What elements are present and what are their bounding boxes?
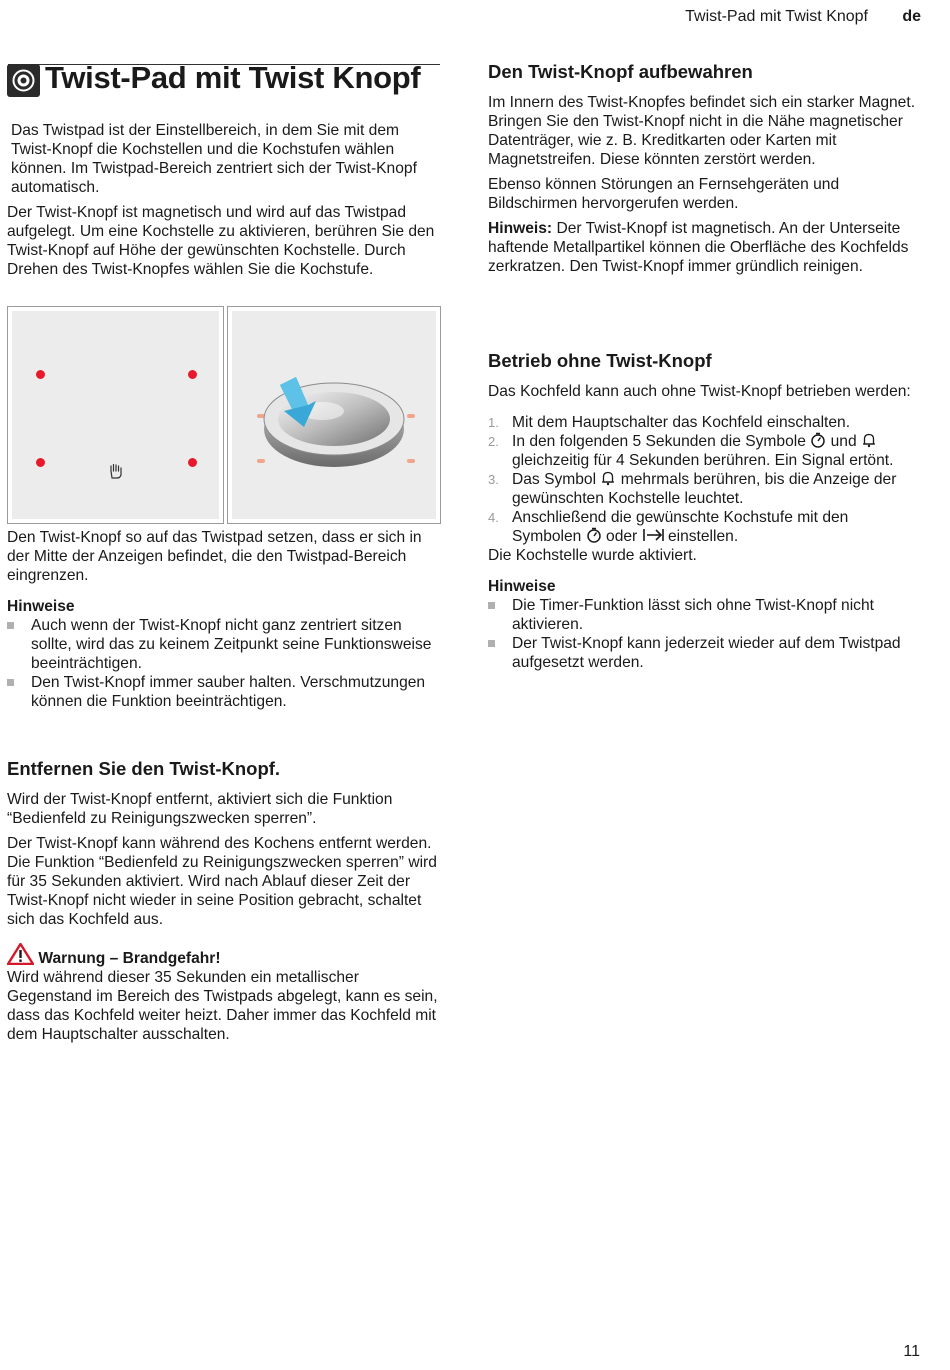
step-item	[488, 432, 918, 470]
hint-text: Der Twist-Knopf ist magnetisch. An der Unterseite haftende Metallpartikel können die Oberfläche des Kochfelds zerkratzen. Den Twist-Knopf immer gründlich reinigen.	[488, 220, 909, 275]
timer-icon	[586, 527, 602, 543]
note-text: Der Twist-Knopf kann jederzeit wieder auf dem Twistpad aufgesetzt werden.	[512, 635, 901, 671]
remove-paragraph-2: Der Twist-Knopf kann während des Kochens entfernt werden. Die Funktion “Bedienfeld zu Reinigungszwecken sperren” wird für 35 Sekunden aktiviert. Wird nach Ablauf dieser Zeit der Twist-Knopf nicht wieder in seine Position gebracht, schaltet sich das Kochfeld aus.	[7, 835, 437, 928]
step-item	[488, 470, 918, 508]
twist-knob-icon	[7, 64, 40, 97]
step-text: Mit dem Hauptschalter das Kochfeld einschalten.	[512, 414, 851, 431]
without-knob-paragraph: Das Kochfeld kann auch ohne Twist-Knopf betrieben werden:	[488, 383, 911, 400]
warning-block	[7, 943, 439, 1044]
result-text: Die Kochstelle wurde aktiviert.	[488, 547, 697, 564]
notes-list	[488, 596, 918, 672]
step-text: Anschließend die gewünschte Kochstufe mit den Symbolen	[512, 509, 849, 545]
remove-section	[7, 758, 439, 1050]
twistpad-indicator	[36, 458, 45, 467]
note-text: Auch wenn der Twist-Knopf nicht ganz zentriert sitzen sollte, wird das zu keinem Zeitpunkt seine Funktionsweise beeinträchtigen.	[31, 617, 432, 672]
step-text: oder	[606, 528, 638, 545]
bullet-icon	[7, 622, 14, 629]
warning-text: Wird während dieser 35 Sekunden ein metallischer Gegenstand im Bereich des Twistpads abgelegt, kann es sein, dass das Kochfeld weiter heizt. Daher immer das Kochfeld mit dem Hauptschalter ausschalten.	[7, 969, 438, 1043]
twistpad-indicator-figure	[7, 306, 224, 524]
bullet-icon	[488, 640, 495, 647]
remove-heading: Entfernen Sie den Twist-Knopf.	[7, 758, 281, 779]
storage-paragraph-2: Ebenso können Störungen an Fernsehgeräten und Bildschirmen hervorgerufen werden.	[488, 176, 840, 212]
placement-section	[7, 528, 437, 711]
note-text: Die Timer-Funktion lässt sich ohne Twist-Knopf nicht aktivieren.	[512, 597, 874, 633]
intro-section	[7, 121, 437, 285]
arrow-to-end-icon	[642, 527, 664, 543]
step-number: 1.	[488, 415, 499, 430]
hint-paragraph	[488, 219, 918, 276]
figure-caption: Den Twist-Knopf so auf das Twistpad setzen, dass er sich in der Mitte der Anzeigen befindet, die den Twistpad-Bereich eingrenzen.	[7, 529, 422, 584]
intro-paragraph-2: Der Twist-Knopf ist magnetisch und wird auf das Twistpad aufgelegt. Um eine Kochstelle zu aktivieren, berühren Sie den Twist-Knopf auf Höhe der gewünschten Kochstelle. Durch Drehen des Twist-Knopfes wählen Sie die Kochstufe.	[7, 204, 435, 278]
twistpad-indicator	[188, 370, 197, 379]
list-item	[488, 634, 918, 672]
storage-section	[488, 61, 918, 282]
bell-icon	[861, 432, 877, 448]
step-text: gleichzeitig für 4 Sekunden berühren. Ein Signal ertönt.	[512, 452, 894, 469]
step-text: Das Symbol	[512, 471, 597, 488]
twist-knob-placement-figure	[227, 306, 441, 524]
page-title: Twist-Pad mit Twist Knopf	[45, 60, 421, 95]
step-text: mehrmals berühren, bis die Anzeige der gewünschten Kochstelle leuchtet.	[512, 471, 897, 507]
page-number: 11	[903, 1343, 920, 1360]
notes-heading: Hinweise	[488, 578, 556, 595]
step-text: einstellen.	[667, 528, 739, 545]
language-tag: de	[902, 8, 921, 25]
hint-label: Hinweis:	[488, 220, 553, 237]
steps-list	[488, 413, 918, 546]
warning-heading: Warnung – Brandgefahr!	[38, 950, 221, 967]
timer-icon	[810, 432, 826, 448]
note-text: Den Twist-Knopf immer sauber halten. Verschmutzungen können die Funktion beeinträchtigen.	[31, 674, 426, 710]
bullet-icon	[7, 679, 14, 686]
notes-heading: Hinweise	[7, 598, 75, 615]
warning-icon	[7, 943, 34, 965]
list-item	[488, 596, 918, 634]
warning-heading-row	[7, 943, 439, 968]
remove-paragraph-1: Wird der Twist-Knopf entfernt, aktiviert sich die Funktion “Bedienfeld zu Reinigungszwecken sperren”.	[7, 791, 393, 827]
step-number: 4.	[488, 510, 499, 525]
twistpad-indicator	[188, 458, 197, 467]
touch-hand-icon	[107, 462, 125, 485]
step-text: In den folgenden 5 Sekunden die Symbole	[512, 433, 806, 450]
storage-heading: Den Twist-Knopf aufbewahren	[488, 61, 753, 82]
without-knob-section	[488, 350, 918, 672]
list-item	[7, 616, 437, 673]
step-text: und	[830, 433, 857, 450]
step-number: 2.	[488, 434, 499, 449]
twist-knob-illustration	[262, 371, 412, 481]
notes-list	[7, 616, 437, 711]
twistpad-indicator	[36, 370, 45, 379]
intro-paragraph-1: Das Twistpad ist der Einstellbereich, in dem Sie mit dem Twist-Knopf die Kochstellen und die Kochstufen wählen können. Im Twistpad-Bereich zentriert sich der Twist-Knopf automatisch.	[11, 122, 417, 196]
bell-icon	[600, 470, 616, 486]
list-item	[7, 673, 437, 711]
running-header-title: Twist-Pad mit Twist Knopf	[685, 8, 868, 25]
step-item	[488, 508, 918, 546]
storage-paragraph-1: Im Innern des Twist-Knopfes befindet sich ein starker Magnet. Bringen Sie den Twist-Knopf nicht in die Nähe magnetischer Datenträger, wie z. B. Kreditkarten oder Karten mit Magnetstreifen. Diese könnten zerstört werden.	[488, 94, 916, 168]
step-item	[488, 413, 918, 432]
without-knob-heading: Betrieb ohne Twist-Knopf	[488, 350, 712, 371]
step-number: 3.	[488, 472, 499, 487]
bullet-icon	[488, 602, 495, 609]
